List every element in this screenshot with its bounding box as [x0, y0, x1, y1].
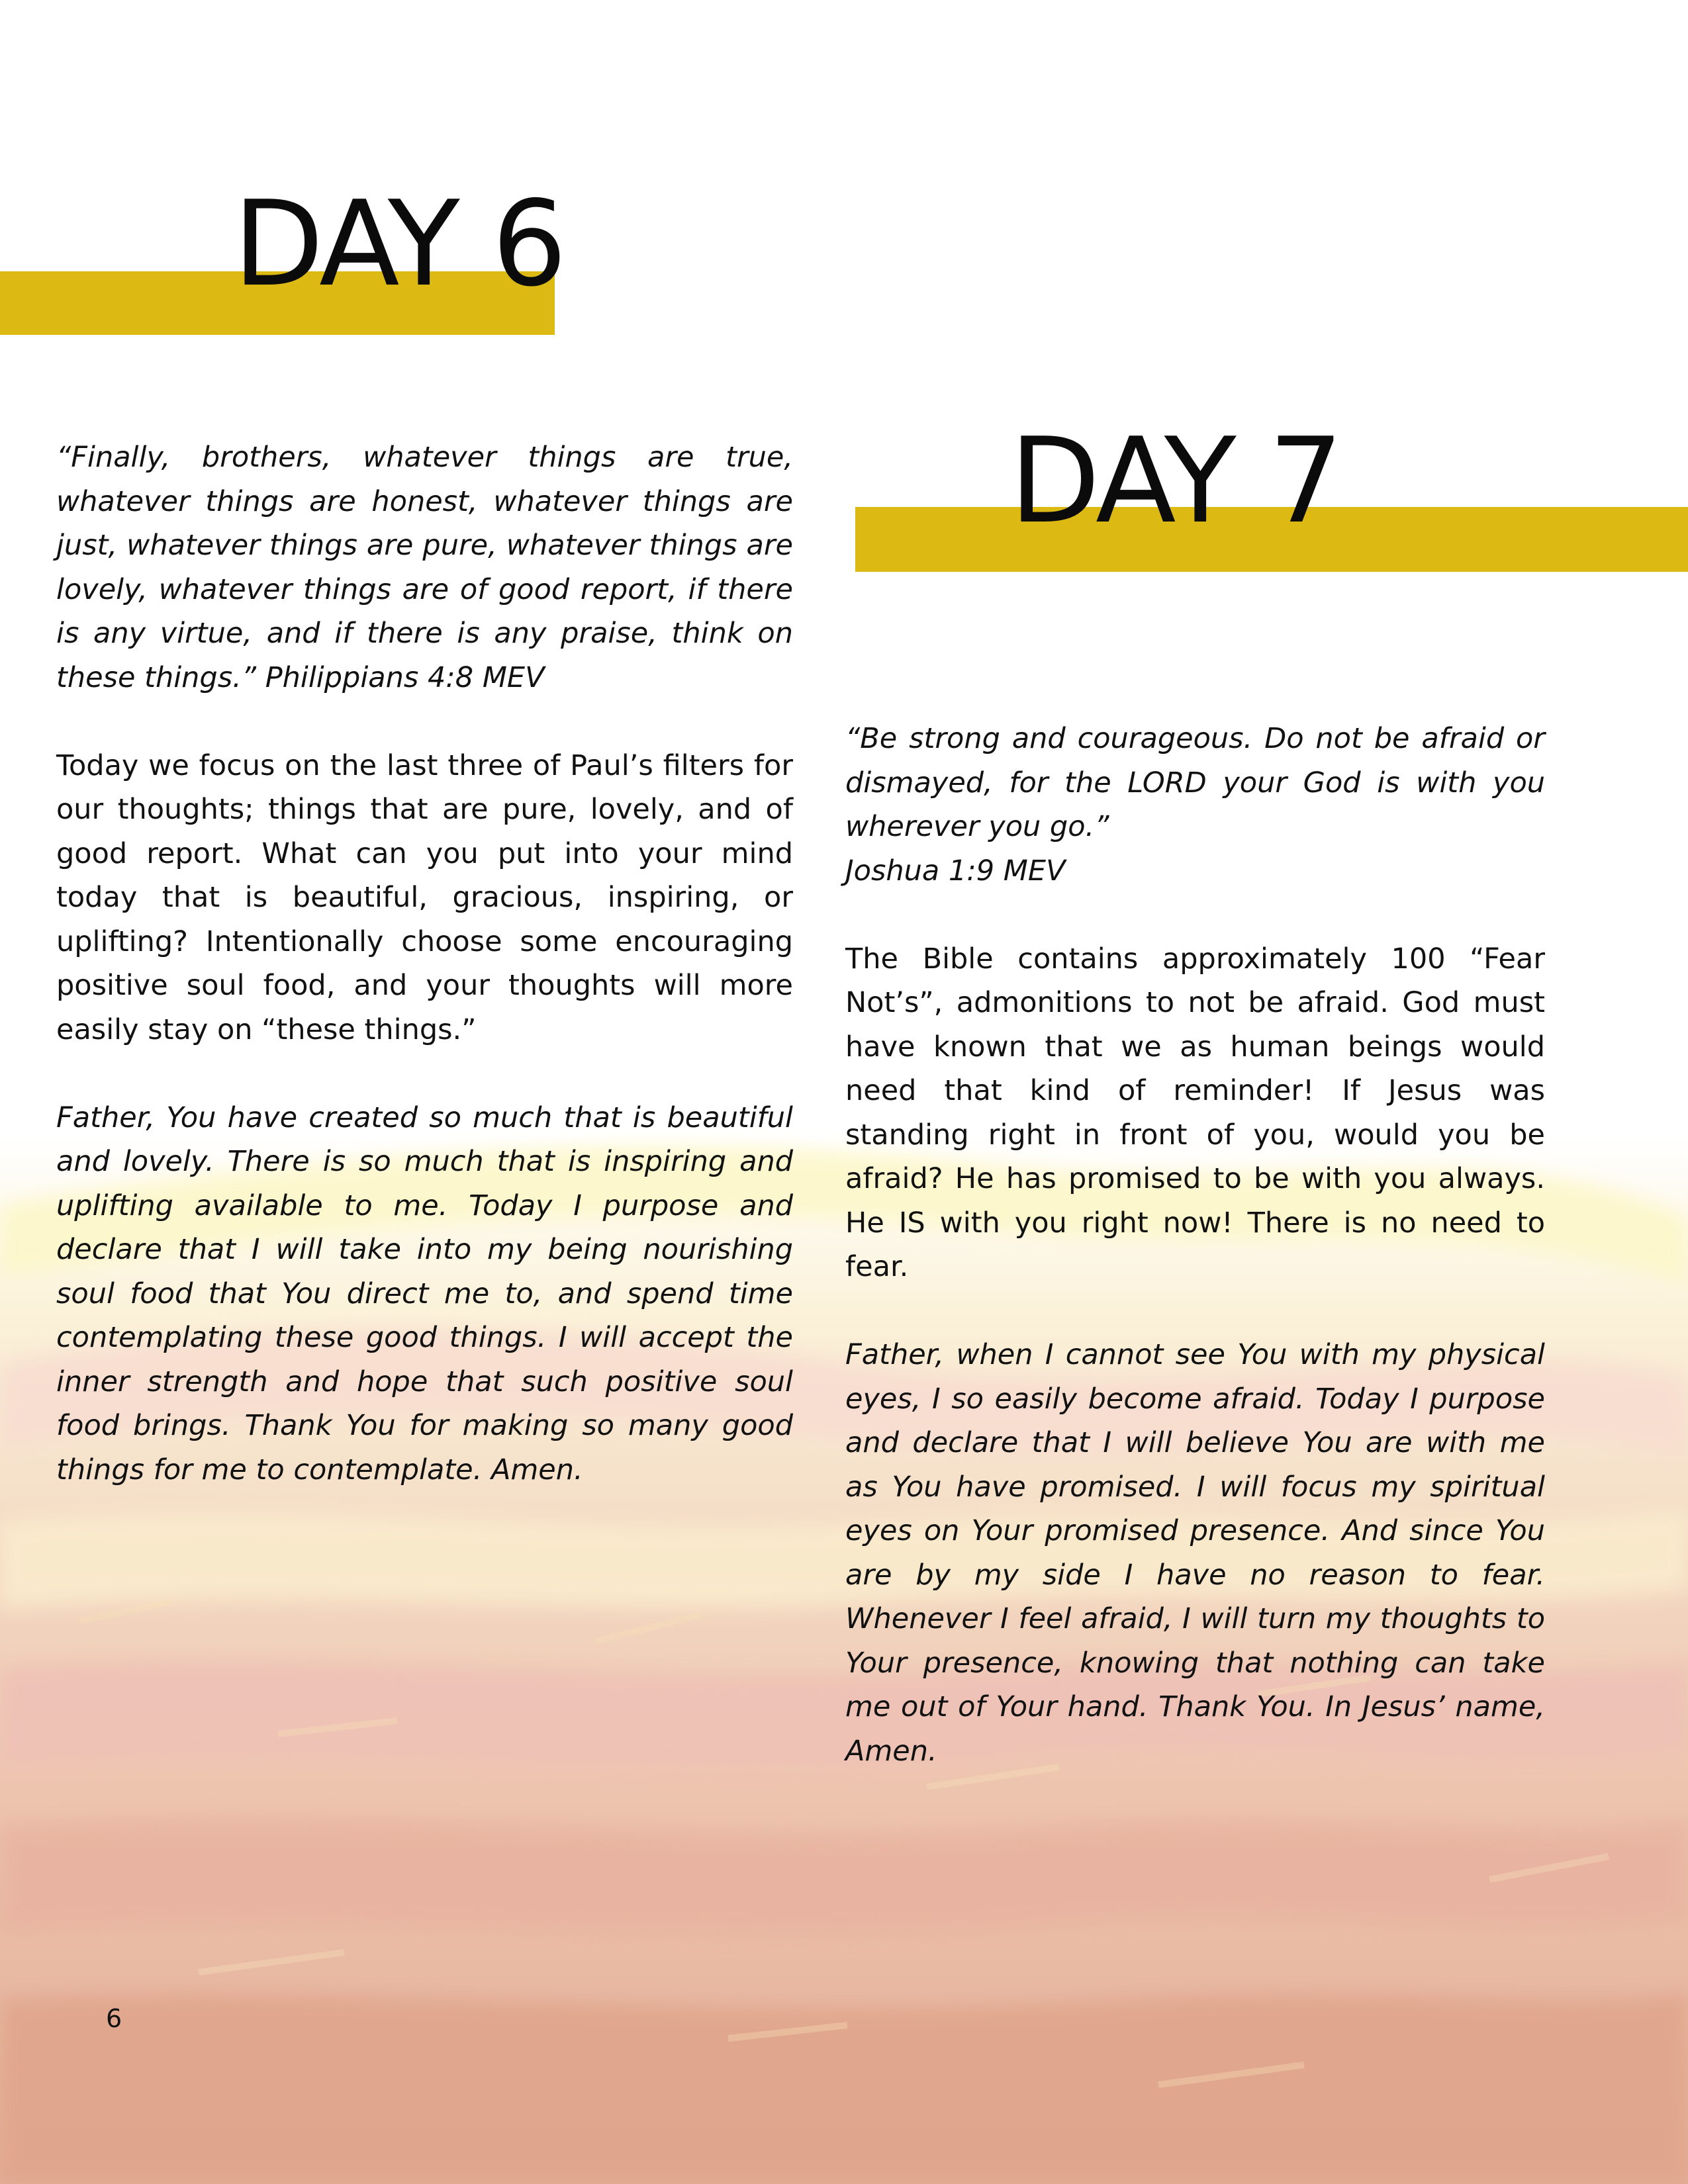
day-6-prayer: Father, You have created so much that is beautiful and lovely. There is so much that is inspiring and uplifting available to me. Today I purpose and declare that I will take into my being nourishing soul food that You direct me to, and spend time contemplating these good things. I will accept the inner strength and hope that such positive soul food brings. Thank You for making so many good things for me to contemplate. Amen. [56, 1101, 793, 1486]
day-6-column [56, 435, 793, 1492]
day-7-citation: Joshua 1:9 MEV [845, 854, 1066, 887]
day-7-reflection: The Bible contains approximately 100 “Fear Not’s”, admonitions to not be afraid. God must have known that we as human beings would need that kind of reminder! If Jesus was standing right in front of you, would you be afraid? He has promised to be with you always. He IS with you right now! There is no need to fear. [845, 942, 1545, 1283]
day-6-reflection: Today we focus on the last three of Paul’s filters for our thoughts; things that are pure, lovely, and of good report. What can you put into your mind today that is beautiful, gracious, inspiring, or uplifting? Intentionally choose some encouraging positive soul food, and your thoughts will more easily stay on “these things.” [56, 749, 793, 1046]
page-number: 6 [106, 2004, 122, 2033]
day-7-column [845, 717, 1545, 1773]
day-7-verse: “Be strong and courageous. Do not be afraid or dismayed, for the LORD your God is with you wherever you go.” [845, 722, 1545, 843]
day-6-title: DAY 6 [233, 175, 565, 312]
day-7-verse-block [845, 717, 1545, 893]
day-6-verse: “Finally, brothers, whatever things are true, whatever things are honest, whatever things are just, whatever things are pure, whatever things are lovely, whatever things are of good report, if there is any virtue, and if there is any praise, think on these things.” Philippians 4:8 MEV [56, 441, 793, 694]
day-7-prayer: Father, when I cannot see You with my physical eyes, I so easily become afraid. Today I purpose and declare that I will believe You are with me as You have promised. I will focus my spiritual eyes on Your promised presence. And since You are by my side I have no reason to fear. Whenever I feel afraid, I will turn my thoughts to Your presence, knowing that nothing can take me out of Your hand. Thank You. In Jesus’ name, Amen. [845, 1338, 1545, 1768]
day-7-title: DAY 7 [1009, 412, 1341, 549]
